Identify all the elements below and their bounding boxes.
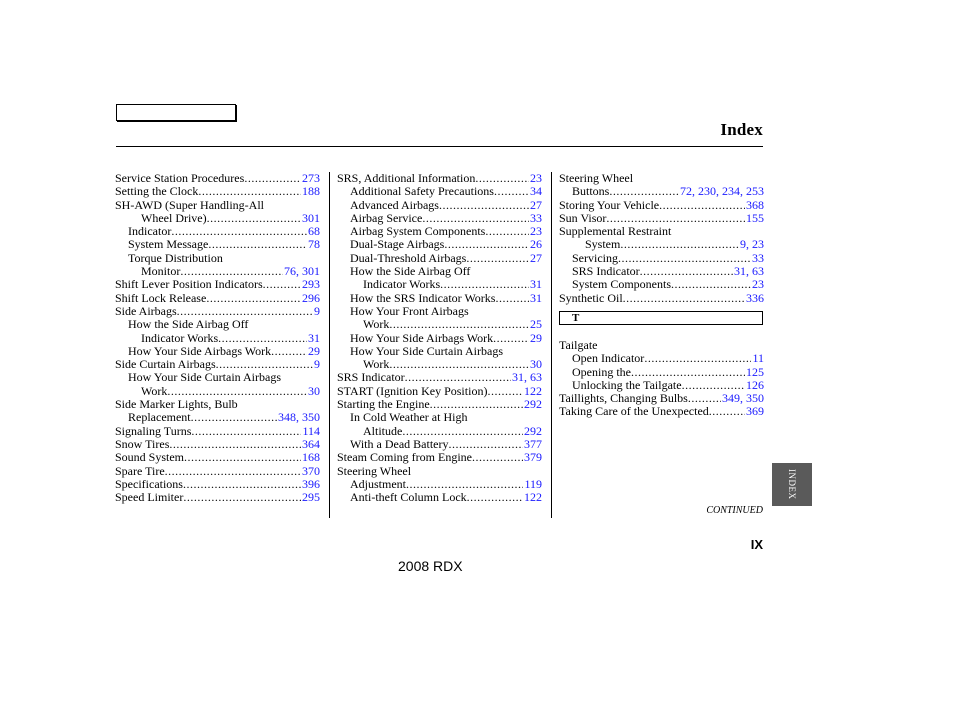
page-link[interactable]: 25 [530,317,542,332]
index-entry [337,238,542,251]
index-entry [337,411,542,424]
column-divider [551,172,552,518]
index-entry-text: Side Curtain Airbags [115,357,216,372]
index-entry-text: System [585,237,621,252]
index-entry-text: Opening the [572,364,631,379]
page-link[interactable]: 292 [524,397,542,412]
index-column-2 [337,172,542,504]
page-link[interactable]: 31, 63 [512,370,542,385]
dot-leader [606,212,745,225]
index-entry-text: Dual-Stage Airbags [350,237,445,252]
index-entry-text: With a Dead Battery [350,436,449,451]
dot-leader [184,451,301,464]
index-entry-text: Side Airbags [115,303,177,318]
index-entry [559,238,764,251]
page-link[interactable]: 188 [302,184,320,199]
index-entry [559,292,764,305]
index-entry-text: SRS, Additional Information [337,171,476,185]
dot-leader [472,451,523,464]
dot-leader [406,478,523,491]
page-link[interactable]: 155 [746,210,764,225]
dot-leader [631,366,745,379]
index-entry [115,185,320,198]
dot-leader [180,265,283,278]
index-entry [115,252,320,265]
page-number: IX [750,537,763,552]
index-entry [115,385,320,398]
index-entry-text: Work [363,317,390,332]
index-entry [559,252,764,265]
index-entry [115,212,320,225]
dot-leader [389,318,529,331]
index-entry [115,199,320,212]
dot-leader [620,238,739,251]
index-entry [115,465,320,478]
dot-leader [177,305,313,318]
index-entry [337,385,542,398]
index-entry-text: Additional Safety Precautions [350,184,494,199]
index-entry-text: Spare Tire [115,463,165,478]
page-link[interactable]: 379 [524,450,542,465]
index-entry [337,465,542,478]
dot-leader [183,478,301,491]
page-link[interactable]: 76, 301 [284,264,320,279]
index-entry-text: Steering Wheel [337,463,412,478]
index-entry-text: Wheel Drive) [141,210,207,225]
index-entry [115,478,320,491]
continued-label: CONTINUED [706,505,763,516]
index-entry-text: Anti-theft Column Lock [350,490,467,505]
page-link[interactable]: 31 [308,330,320,345]
index-entry-text: How Your Front Airbags [350,303,469,318]
index-entry-text: Altitude [363,423,403,438]
index-entry [337,305,542,318]
index-entry [115,398,320,411]
index-entry-text: Synthetic Oil [559,290,623,305]
index-entry-text: Snow Tires [115,436,170,451]
index-entry [115,172,320,185]
index-entry [559,199,764,212]
index-entry-text: Sound System [115,450,185,465]
dot-leader [493,332,529,345]
page-link[interactable]: 30 [530,357,542,372]
dot-leader [405,371,511,384]
dot-leader [487,385,523,398]
index-entry-text: Side Marker Lights, Bulb [115,397,238,412]
dot-leader [198,185,301,198]
index-entry-text: Airbag System Components [350,224,486,239]
page-link[interactable]: 119 [524,476,542,491]
page-link[interactable]: 122 [524,383,542,398]
dot-leader [183,491,301,504]
dot-leader [430,398,523,411]
dot-leader [640,265,733,278]
page-link[interactable]: 114 [302,423,320,438]
index-entry-text: SH-AWD (Super Handling-All [115,197,265,212]
index-entry-text: Supplemental Restraint [559,224,672,239]
index-entry [559,265,764,278]
index-entry-text: Starting the Engine [337,397,430,412]
dot-leader [207,212,301,225]
dot-leader [659,199,745,212]
page-link[interactable]: 31 [530,290,542,305]
index-column-1 [115,172,320,504]
index-entry-text: Steam Coming from Engine [337,450,472,465]
index-entry-text: Tailgate [559,337,598,352]
index-entry [115,292,320,305]
index-entry [559,172,764,185]
page-link[interactable]: 68 [308,224,320,239]
index-entry-text: System Components [572,277,672,292]
index-entry [337,212,542,225]
index-entry-text: Specifications [115,476,183,491]
index-entry [337,491,542,504]
page-link[interactable]: 293 [302,277,320,292]
index-entry [115,305,320,318]
index-entry-text: How Your Side Airbags Work [128,343,272,358]
index-entry-text: Shift Lever Position Indicators [115,277,263,292]
page-link[interactable]: 9 [314,303,320,318]
index-entry-text: Service Station Procedures [115,171,245,185]
page-link[interactable]: 27 [530,250,542,265]
index-entry [337,345,542,358]
page-link[interactable]: 369 [746,404,764,419]
index-entry [115,438,320,451]
index-entry-text: Servicing [572,250,618,265]
index-tab-label: INDEX [787,469,797,500]
page-link[interactable]: 33 [752,250,764,265]
dot-leader [389,358,529,371]
page-link[interactable]: 26 [530,237,542,252]
index-entry-text: Buttons [572,184,610,199]
page-link[interactable]: 31, 63 [734,264,764,279]
index-entry [559,379,764,392]
page-link[interactable]: 125 [746,364,764,379]
index-entry [337,265,542,278]
index-entry-text: Work [363,357,390,372]
index-entry [115,451,320,464]
dot-leader [494,185,529,198]
index-entry [559,278,764,291]
index-entry [115,278,320,291]
index-entry-text: Work [141,383,168,398]
index-entry-text: How the Side Airbag Off [128,317,249,332]
dot-leader [623,292,745,305]
index-entry-text: Open Indicator [572,351,645,366]
page-link[interactable]: 78 [308,237,320,252]
index-entry-text: Unlocking the Tailgate [572,377,682,392]
column-divider [329,172,330,518]
index-entry [337,292,542,305]
index-entry-text: How Your Side Curtain Airbags [128,370,282,385]
page-link[interactable]: 23 [530,224,542,239]
page-link[interactable]: 34 [530,184,542,199]
letter-heading: T [559,311,763,325]
page-link[interactable]: 126 [746,377,764,392]
page-link[interactable]: 348, 350 [278,410,320,425]
page-title: Index [720,120,763,139]
index-entry-text: How Your Side Airbags Work [350,330,494,345]
index-entry [559,366,764,379]
index-entry [115,491,320,504]
dot-leader [422,212,529,225]
index-entry-text: Steering Wheel [559,171,634,185]
index-entry [337,478,542,491]
page-link[interactable]: 349, 350 [722,391,764,406]
index-entry-text: Signaling Turns [115,423,192,438]
page-link[interactable]: 295 [302,490,320,505]
index-entry [337,278,542,291]
page-link[interactable]: 33 [530,210,542,225]
index-entry-text: START (Ignition Key Position) [337,383,488,398]
dot-leader [244,172,301,185]
page-link[interactable]: 23 [530,171,542,185]
dot-leader [444,238,529,251]
page-link[interactable]: 377 [524,436,542,451]
index-entry [337,438,542,451]
index-entry-text: Torque Distribution [128,250,223,265]
index-entry-text: Speed Limiter [115,490,184,505]
index-entry [559,352,764,365]
page-link[interactable]: 30 [308,383,320,398]
page-link[interactable]: 396 [302,476,320,491]
index-entry [337,425,542,438]
dot-leader [671,278,751,291]
page-link[interactable]: 168 [302,450,320,465]
index-entry [337,371,542,384]
dot-leader [485,225,529,238]
page-link[interactable]: 273 [302,171,320,185]
index-entry-text: Indicator [128,224,172,239]
page-link[interactable]: 370 [302,463,320,478]
page-link[interactable]: 27 [530,197,542,212]
dot-leader [618,252,751,265]
index-entry [115,411,320,424]
index-entry [115,318,320,331]
index-entry-text: Indicator Works [363,277,441,292]
dot-leader [609,185,679,198]
index-entry-text: Taking Care of the Unexpected [559,404,709,419]
index-entry [115,358,320,371]
page-link[interactable]: 9 [314,357,320,372]
index-entry [337,318,542,331]
index-entry [559,225,764,238]
dot-leader [440,278,529,291]
index-entry-text: System Message [128,237,209,252]
index-column-3 [559,172,764,419]
dot-leader [263,278,301,291]
index-entry-text: Advanced Airbags [350,197,439,212]
index-entry-text: Dual-Threshold Airbags [350,250,467,265]
index-entry [115,345,320,358]
page-link[interactable]: 364 [302,436,320,451]
dot-leader [216,358,313,371]
dot-leader [191,411,277,424]
index-entry-text: Taillights, Changing Bulbs [559,391,688,406]
dot-leader [466,252,529,265]
page-link[interactable]: 336 [746,290,764,305]
dot-leader [218,332,307,345]
index-entry-text: SRS Indicator [572,264,640,279]
dot-leader [495,292,529,305]
index-section-tab[interactable] [772,463,812,506]
dot-leader [169,438,301,451]
dot-leader [688,392,721,405]
index-entry [337,172,542,185]
index-entry [559,339,764,352]
page-link[interactable]: 72, 230, 234, 253 [680,184,764,199]
dot-leader [475,172,529,185]
index-entry-text: In Cold Weather at High [350,410,468,425]
header-rule [116,146,763,147]
index-entry-text: Storing Your Vehicle [559,197,660,212]
index-entry [559,185,764,198]
index-entry-text: Indicator Works [141,330,219,345]
page-link[interactable]: 23 [752,277,764,292]
index-entry-text: Setting the Clock [115,184,199,199]
page-link[interactable]: 29 [530,330,542,345]
index-entry [559,392,764,405]
page-link[interactable]: 29 [308,343,320,358]
index-entry [115,265,320,278]
index-entry [115,425,320,438]
page-link[interactable]: 301 [302,210,320,225]
index-entry [115,332,320,345]
index-entry [337,451,542,464]
dot-leader [171,225,307,238]
index-entry [559,212,764,225]
page-link[interactable]: 368 [746,197,764,212]
index-entry-text: Sun Visor [559,210,607,225]
index-entry [337,199,542,212]
index-entry-text: How the SRS Indicator Works [350,290,496,305]
dot-leader [644,352,751,365]
dot-leader [208,238,307,251]
index-entry-text: How the Side Airbag Off [350,264,471,279]
dot-leader [167,385,307,398]
index-entry-text: Airbag Service [350,210,423,225]
dot-leader [402,425,523,438]
dot-leader [709,405,745,418]
page-link[interactable]: 31 [530,277,542,292]
index-entry [337,332,542,345]
page-link[interactable]: 11 [752,351,764,366]
dot-leader [682,379,745,392]
page-link[interactable]: 9, 23 [740,237,764,252]
index-entry [337,225,542,238]
dot-leader [191,425,301,438]
page-link[interactable]: 292 [524,423,542,438]
dot-leader [467,491,523,504]
index-entry [559,405,764,418]
index-entry-text: Adjustment [350,476,406,491]
dot-leader [165,465,301,478]
index-entry-text: How Your Side Curtain Airbags [350,343,504,358]
index-entry-text: SRS Indicator [337,370,405,385]
index-entry-text: Replacement [128,410,191,425]
page-link[interactable]: 122 [524,490,542,505]
index-entry [337,185,542,198]
dot-leader [271,345,307,358]
footer-model: 2008 RDX [398,558,463,574]
index-entry [337,358,542,371]
index-entry [337,252,542,265]
index-entry-text: Shift Lock Release [115,290,207,305]
index-entry-text: Monitor [141,264,181,279]
page-link[interactable]: 296 [302,290,320,305]
index-entry [115,371,320,384]
index-entry [115,238,320,251]
header-box [116,104,236,121]
dot-leader [206,292,301,305]
dot-leader [448,438,523,451]
index-entry [337,398,542,411]
index-entry [115,225,320,238]
dot-leader [439,199,529,212]
